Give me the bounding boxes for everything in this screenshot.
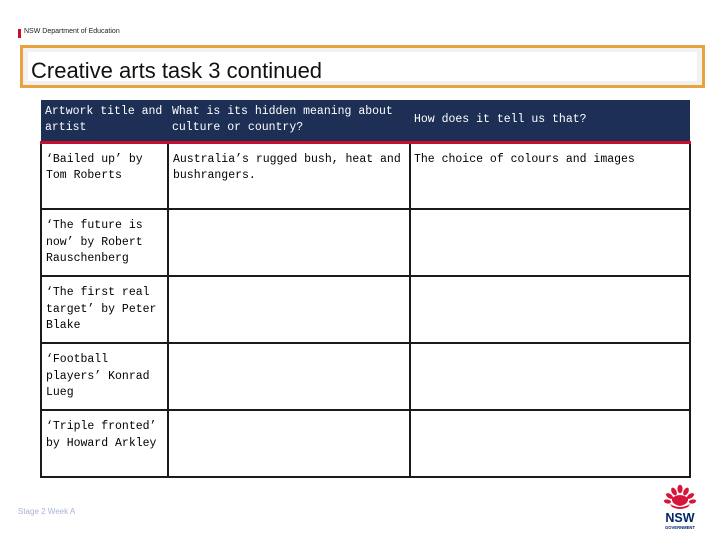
artwork-cell: ‘Bailed up’ by Tom Roberts bbox=[41, 142, 168, 209]
title-box[interactable] bbox=[28, 52, 697, 81]
meaning-cell[interactable] bbox=[168, 410, 410, 477]
artwork-cell: ‘The future is now’ by Robert Rauschenberg bbox=[41, 209, 168, 276]
header-artwork: Artwork title and artist bbox=[41, 100, 168, 142]
meaning-cell[interactable] bbox=[168, 209, 410, 276]
meaning-cell[interactable]: Australia’s rugged bush, heat and bushrangers. bbox=[168, 142, 410, 209]
slide-title: Creative arts task 3 continued bbox=[31, 58, 323, 83]
nsw-waratah-icon bbox=[664, 485, 697, 509]
artwork-cell: ‘The first real target’ by Peter Blake bbox=[41, 276, 168, 343]
artwork-cell: ‘Football players’ Konrad Lueg bbox=[41, 343, 168, 410]
table-row bbox=[41, 142, 690, 209]
nsw-logo-subtext: GOVERNMENT bbox=[664, 525, 696, 530]
evidence-cell[interactable] bbox=[410, 343, 690, 410]
header-hidden-meaning: What is its hidden meaning about culture or country? bbox=[168, 100, 410, 142]
table-row bbox=[41, 276, 690, 343]
artwork-cell: ‘Triple fronted’ by Howard Arkley bbox=[41, 410, 168, 477]
nsw-logo-text: NSW bbox=[665, 511, 695, 525]
evidence-cell[interactable] bbox=[410, 276, 690, 343]
department-accent-bar bbox=[18, 29, 21, 38]
table-row bbox=[41, 209, 690, 276]
header-how-it-tells: How does it tell us that? bbox=[410, 100, 690, 142]
meaning-cell[interactable] bbox=[168, 343, 410, 410]
title-frame bbox=[20, 45, 705, 88]
table-header-row bbox=[41, 100, 690, 142]
meaning-cell[interactable] bbox=[168, 276, 410, 343]
evidence-cell[interactable]: The choice of colours and images bbox=[410, 142, 690, 209]
nsw-government-logo bbox=[658, 484, 702, 532]
artwork-table bbox=[40, 100, 691, 478]
department-name: NSW Department of Education bbox=[24, 28, 120, 35]
table-row bbox=[41, 343, 690, 410]
table-row bbox=[41, 410, 690, 477]
evidence-cell[interactable] bbox=[410, 410, 690, 477]
evidence-cell[interactable] bbox=[410, 209, 690, 276]
footer-stage-week: Stage 2 Week A bbox=[18, 507, 76, 516]
